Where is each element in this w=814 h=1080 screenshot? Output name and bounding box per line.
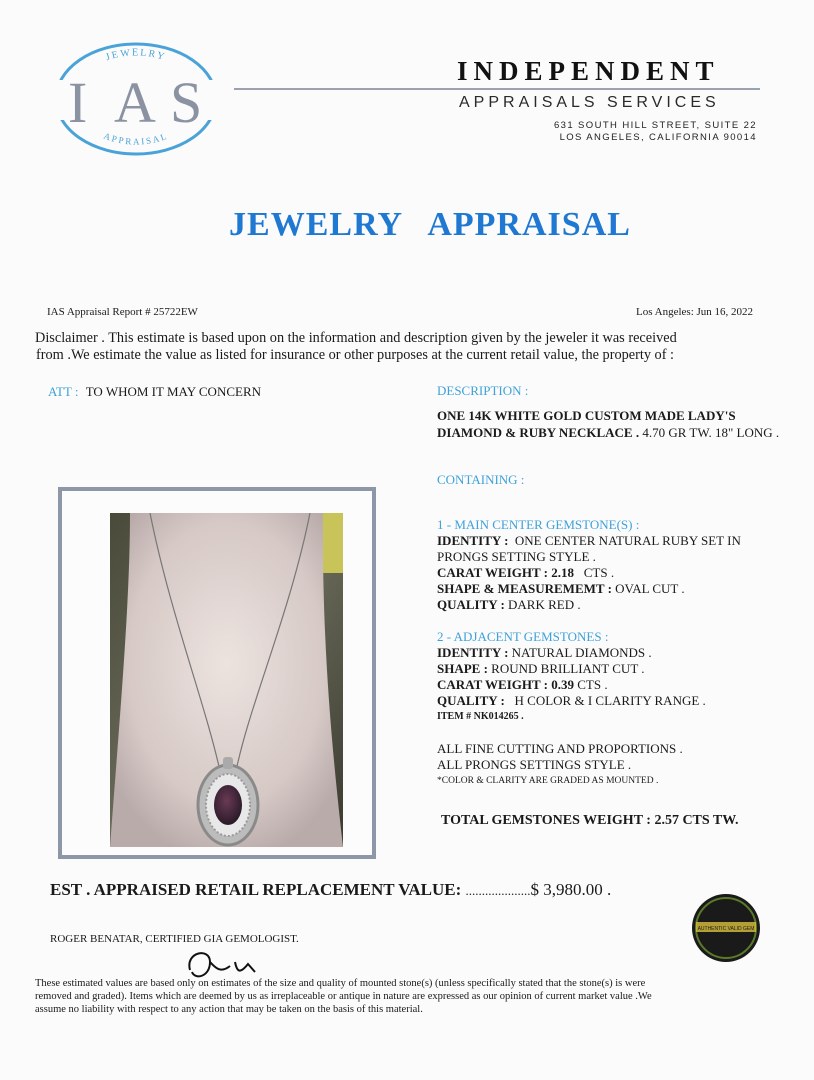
report-number-value: # 25722EW [145, 306, 198, 318]
adjacent-gem-shape-value: ROUND BRILLIANT CUT . [491, 661, 645, 676]
note-line-1: ALL FINE CUTTING AND PROPORTIONS . [437, 741, 683, 756]
adjacent-gem-quality-label: QUALITY : [437, 693, 505, 708]
main-gem-shape [437, 581, 741, 597]
logo-letter-i: I [68, 70, 88, 135]
report-location-label: Los Angeles: [636, 306, 694, 318]
main-gem-identity-label: IDENTITY : [437, 533, 509, 548]
adjacent-gem-identity-value: NATURAL DIAMONDS . [511, 645, 652, 660]
main-gem-quality-value: DARK RED . [508, 597, 581, 612]
report-date [636, 306, 753, 318]
necklace-image [110, 513, 343, 847]
adjacent-gem-shape-label: SHAPE : [437, 661, 488, 676]
att [48, 384, 261, 400]
page-title: JEWELRY APPRAISAL [229, 206, 631, 243]
footer-line-2: removed and graded). Items which are deemed by us as irreplaceable or antique in nature are expressed as our opinion of current market value .We [35, 991, 652, 1002]
svg-text:JEWELRY [104, 47, 167, 63]
adjacent-gem-shape [437, 661, 706, 677]
att-value: TO WHOM IT MAY CONCERN [85, 384, 261, 399]
report-date-value: Jun 16, 2022 [696, 306, 754, 318]
main-gem-carat [437, 565, 741, 581]
appraised-value [50, 880, 611, 900]
disclaimer-line-2: from .We estimate the value as listed for insurance or other purposes at the current retail value, the property of : [36, 347, 675, 363]
main-gem-carat-unit: CTS . [583, 565, 615, 580]
description-line-2-bold: DIAMOND & RUBY NECKLACE . [437, 425, 640, 440]
address-line-1: 631 SOUTH HILL STREET, SUITE 22 [553, 120, 757, 131]
appraised-value-amount: $ 3,980.00 . [530, 880, 612, 899]
logo-letter-a: A [114, 70, 156, 135]
logo-arc-bottom-text: APPRAISAL [102, 130, 170, 147]
report-number-label: IAS Appraisal Report [47, 306, 143, 318]
adjacent-gem-carat-unit: CTS . [577, 677, 608, 692]
adjacent-gem-identity-label: IDENTITY : [437, 645, 509, 660]
main-gemstone-section [437, 517, 741, 613]
containing-label: CONTAINING : [437, 472, 525, 487]
main-gem-identity [437, 533, 741, 549]
note-line-2: ALL PRONGS SETTINGS STYLE . [437, 757, 632, 772]
firm-name: INDEPENDENT [457, 56, 720, 86]
adjacent-gem-quality-value: H COLOR & I CLARITY RANGE . [514, 693, 706, 708]
description-label [437, 383, 528, 399]
description-line-2-rest: 4.70 GR TW. 18" LONG . [642, 425, 780, 440]
signer-name: ROGER BENATAR, CERTIFIED GIA GEMOLOGIST. [50, 933, 299, 945]
seal-text: AUTHENTIC VALID GEM [697, 926, 755, 932]
disclaimer [35, 330, 677, 364]
appraised-value-dots: .................... [465, 883, 531, 898]
firm-subtitle: APPRAISALS SERVICES [459, 94, 720, 111]
total-gemstones-weight: TOTAL GEMSTONES WEIGHT : 2.57 CTS TW. [441, 813, 739, 828]
description-line-2 [437, 425, 779, 441]
report-number [47, 306, 198, 318]
description-line-1: ONE 14K WHITE GOLD CUSTOM MADE LADY'S [437, 408, 736, 423]
main-gem-identity-2: PRONGS SETTING STYLE . [437, 549, 596, 564]
footer-legal [35, 977, 805, 1016]
appraised-value-label: EST . APPRAISED RETAIL REPLACEMENT VALUE: [50, 880, 462, 899]
main-gem-identity-value: ONE CENTER NATURAL RUBY SET IN [514, 533, 741, 548]
logo-letter-s: S [170, 70, 203, 135]
authentic-hologram-seal [690, 892, 762, 964]
ias-logo [52, 40, 220, 158]
disclaimer-line-1: Disclaimer . This estimate is based upon on the information and description given by the jeweler it was received [35, 330, 677, 346]
item-number: ITEM # NK014265 . [437, 711, 524, 722]
adjacent-gem-carat-label: CARAT WEIGHT : 0.39 [437, 677, 575, 692]
adjacent-gem-carat [437, 677, 706, 693]
logo-arc-top-text: JEWELRY [104, 47, 168, 64]
seal-graphic [690, 892, 762, 964]
note-line-3: *COLOR & CLARITY ARE GRADED AS MOUNTED . [437, 776, 659, 786]
address-line-2: LOS ANGELES, CALIFORNIA 90014 [559, 132, 757, 143]
main-gem-heading: 1 - MAIN CENTER GEMSTONE(S) : [437, 517, 640, 532]
signature-graphic [180, 942, 280, 982]
necklace-photo [110, 513, 343, 847]
main-gem-shape-value: OVAL CUT . [615, 581, 685, 596]
description-label-text: DESCRIPTION : [437, 383, 529, 398]
adjacent-gem-heading: 2 - ADJACENT GEMSTONES : [437, 629, 609, 644]
adjacent-gem-quality [437, 693, 706, 709]
main-gem-quality-label: QUALITY : [437, 597, 505, 612]
adjacent-gemstones-section [437, 629, 706, 725]
footer-line-3: assume no liability with respect to any action that may be taken on the basis of this material. [35, 1004, 423, 1015]
notes [437, 741, 683, 789]
footer-line-1: These estimated values are based only on estimates of the size and quality of mounted stone(s) (unless specifically stated that the stone(s) is were [35, 978, 646, 989]
main-gem-shape-label: SHAPE & MEASUREMEMT : [437, 581, 612, 596]
main-gem-quality [437, 597, 741, 613]
adjacent-gem-identity [437, 645, 706, 661]
ias-logo-graphic [52, 40, 220, 158]
header-rule [234, 88, 760, 90]
main-gem-carat-label: CARAT WEIGHT : 2.18 [437, 565, 575, 580]
att-label: ATT : [48, 384, 79, 399]
